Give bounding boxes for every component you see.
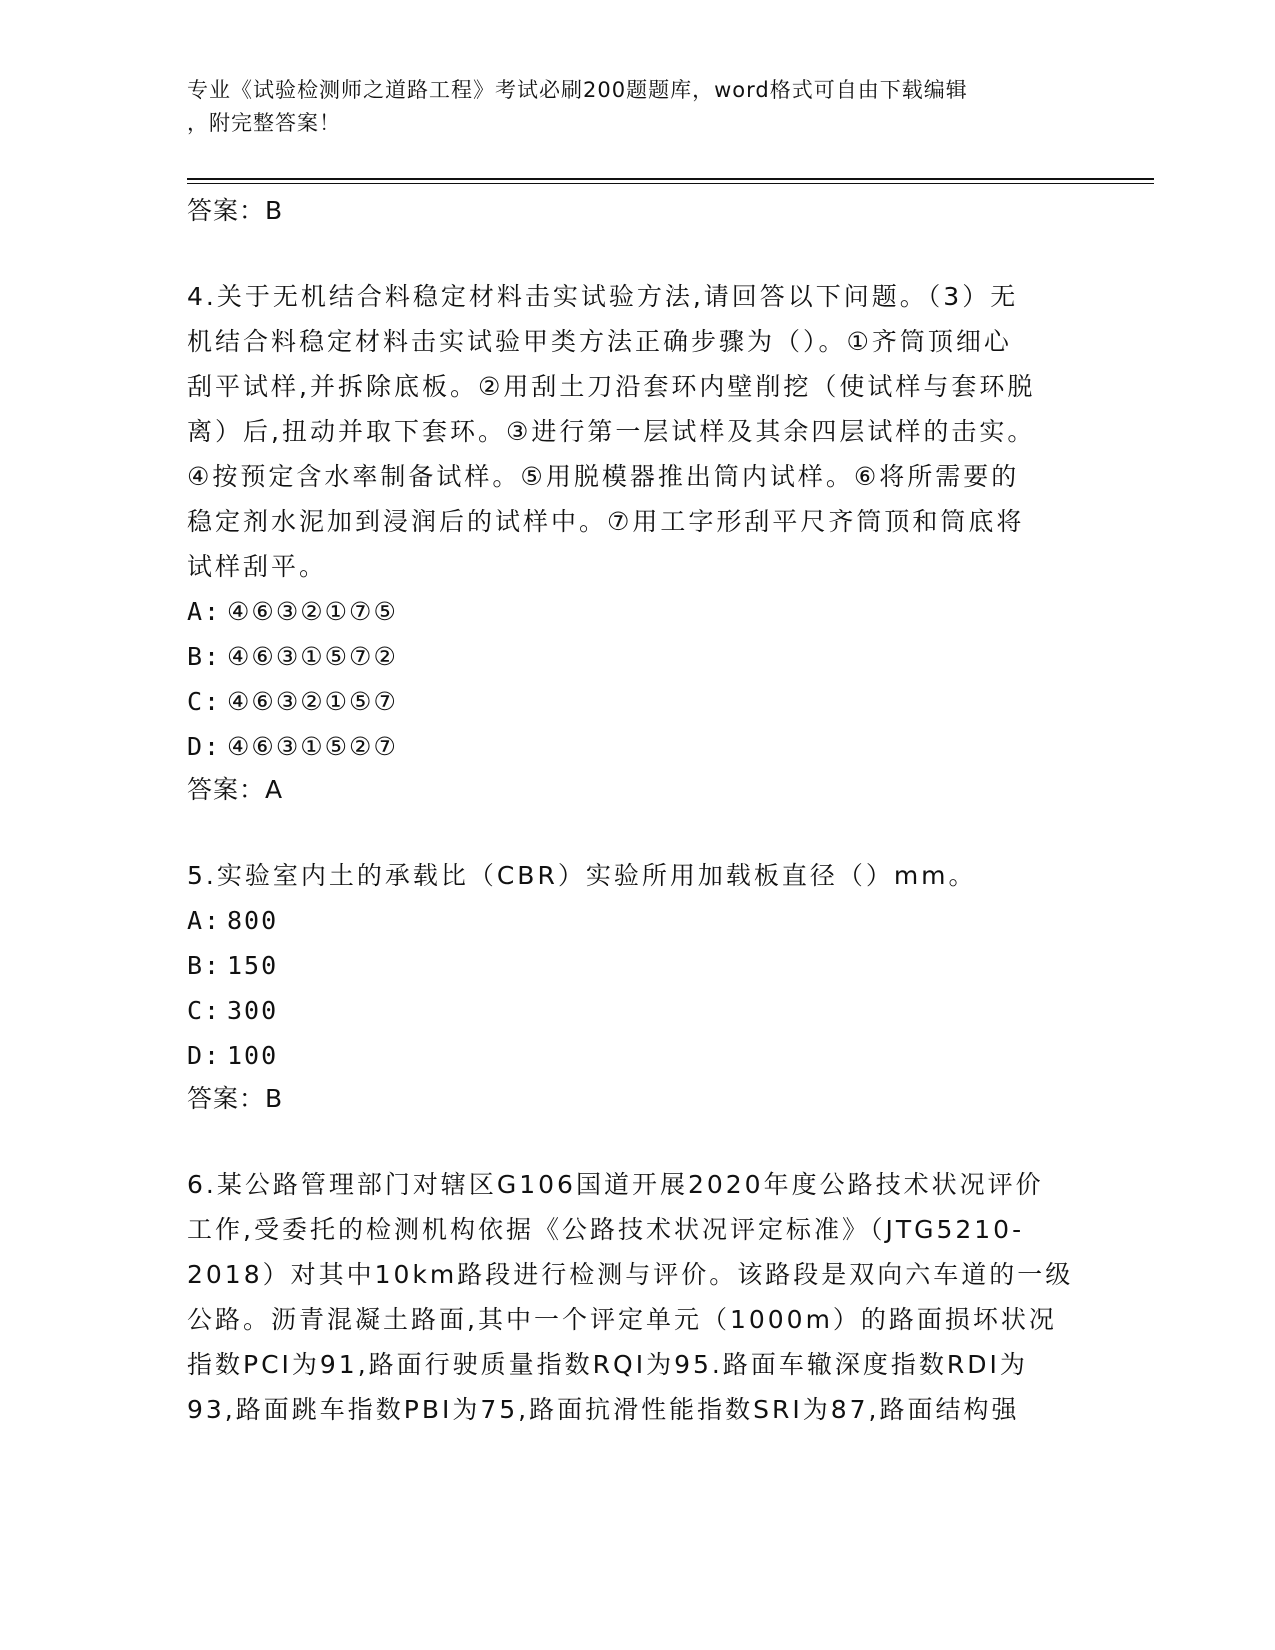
option-label: B: xyxy=(187,951,222,980)
header-line-1: 专业《试验检测师之道路工程》考试必刷200题题库，word格式可自由下载编辑 xyxy=(187,78,968,102)
question-text-line: 6.某公路管理部门对辖区G106国道开展2020年度公路技术状况评价 xyxy=(187,1170,1044,1199)
option-label: A: xyxy=(187,597,222,626)
document-body xyxy=(187,190,1087,1432)
question-text-line: 工作,受委托的检测机构依据《公路技术状况评定标准》（JTG5210- xyxy=(187,1215,1025,1244)
header-rule-thick xyxy=(187,178,1154,180)
question-4-option-a xyxy=(187,589,1087,634)
question-5-option-a xyxy=(187,898,1087,943)
question-5-text xyxy=(187,853,1077,898)
option-label: D: xyxy=(187,732,222,761)
question-5-option-c xyxy=(187,988,1087,1033)
question-text-line: 刮平试样,并拆除底板。②用刮土刀沿套环内壁削挖（使试样与套环脱 xyxy=(187,372,1036,401)
document-header xyxy=(187,74,1077,140)
question-text-line: 指数PCI为91,路面行驶质量指数RQI为95.路面车辙深度指数RDI为 xyxy=(187,1350,1028,1379)
question-text-line: 稳定剂水泥加到浸润后的试样中。⑦用工字形刮平尺齐筒顶和筒底将 xyxy=(187,507,1025,536)
option-label: C: xyxy=(187,996,222,1025)
question-4-option-c xyxy=(187,679,1087,724)
header-rule-thin xyxy=(187,183,1154,184)
question-text-line: 机结合料稳定材料击实试验甲类方法正确步骤为（）。①齐筒顶细心 xyxy=(187,327,1012,356)
question-4-text xyxy=(187,274,1077,589)
question-text-line: 离）后,扭动并取下套环。③进行第一层试样及其余四层试样的击实。 xyxy=(187,417,1036,446)
question-4-option-b xyxy=(187,634,1087,679)
question-6 xyxy=(187,1162,1087,1432)
option-text: ④⑥③①⑤②⑦ xyxy=(227,732,398,761)
header-line-2: ，附完整答案！ xyxy=(187,111,341,135)
option-text: ④⑥③②①⑦⑤ xyxy=(227,597,398,626)
option-label: A: xyxy=(187,906,222,935)
question-text-line: 2018）对其中10km路段进行检测与评价。该路段是双向六车道的一级 xyxy=(187,1260,1074,1289)
question-4-option-d xyxy=(187,724,1087,769)
question-text-line: ④按预定含水率制备试样。⑤用脱模器推出筒内试样。⑥将所需要的 xyxy=(187,462,1020,491)
question-text-line: 4.关于无机结合料稳定材料击实试验方法,请回答以下问题。（3）无 xyxy=(187,282,1019,311)
option-text: 300 xyxy=(227,996,279,1025)
question-text-line: 5.实验室内土的承载比（CBR）实验所用加载板直径（）mm。 xyxy=(187,861,977,890)
question-5 xyxy=(187,853,1087,1120)
option-label: B: xyxy=(187,642,222,671)
option-text: 150 xyxy=(227,951,279,980)
question-text-line: 公路。沥青混凝土路面,其中一个评定单元（1000m）的路面损坏状况 xyxy=(187,1305,1057,1334)
spacer xyxy=(187,1120,1087,1162)
question-5-option-b xyxy=(187,943,1087,988)
question-5-option-d xyxy=(187,1033,1087,1078)
question-4 xyxy=(187,274,1087,811)
question-4-answer: 答案：A xyxy=(187,775,284,804)
option-text: ④⑥③②①⑤⑦ xyxy=(227,687,398,716)
question-text-line: 试样刮平。 xyxy=(187,552,328,581)
spacer xyxy=(187,811,1087,853)
option-label: C: xyxy=(187,687,222,716)
question-5-answer: 答案：B xyxy=(187,1084,284,1113)
answer-previous-question: 答案：B xyxy=(187,196,284,225)
question-6-text xyxy=(187,1162,1077,1432)
spacer xyxy=(187,232,1087,274)
option-text: 800 xyxy=(227,906,279,935)
question-text-line: 93,路面跳车指数PBI为75,路面抗滑性能指数SRI为87,路面结构强 xyxy=(187,1395,1020,1424)
option-text: 100 xyxy=(227,1041,279,1070)
option-text: ④⑥③①⑤⑦② xyxy=(227,642,398,671)
option-label: D: xyxy=(187,1041,222,1070)
